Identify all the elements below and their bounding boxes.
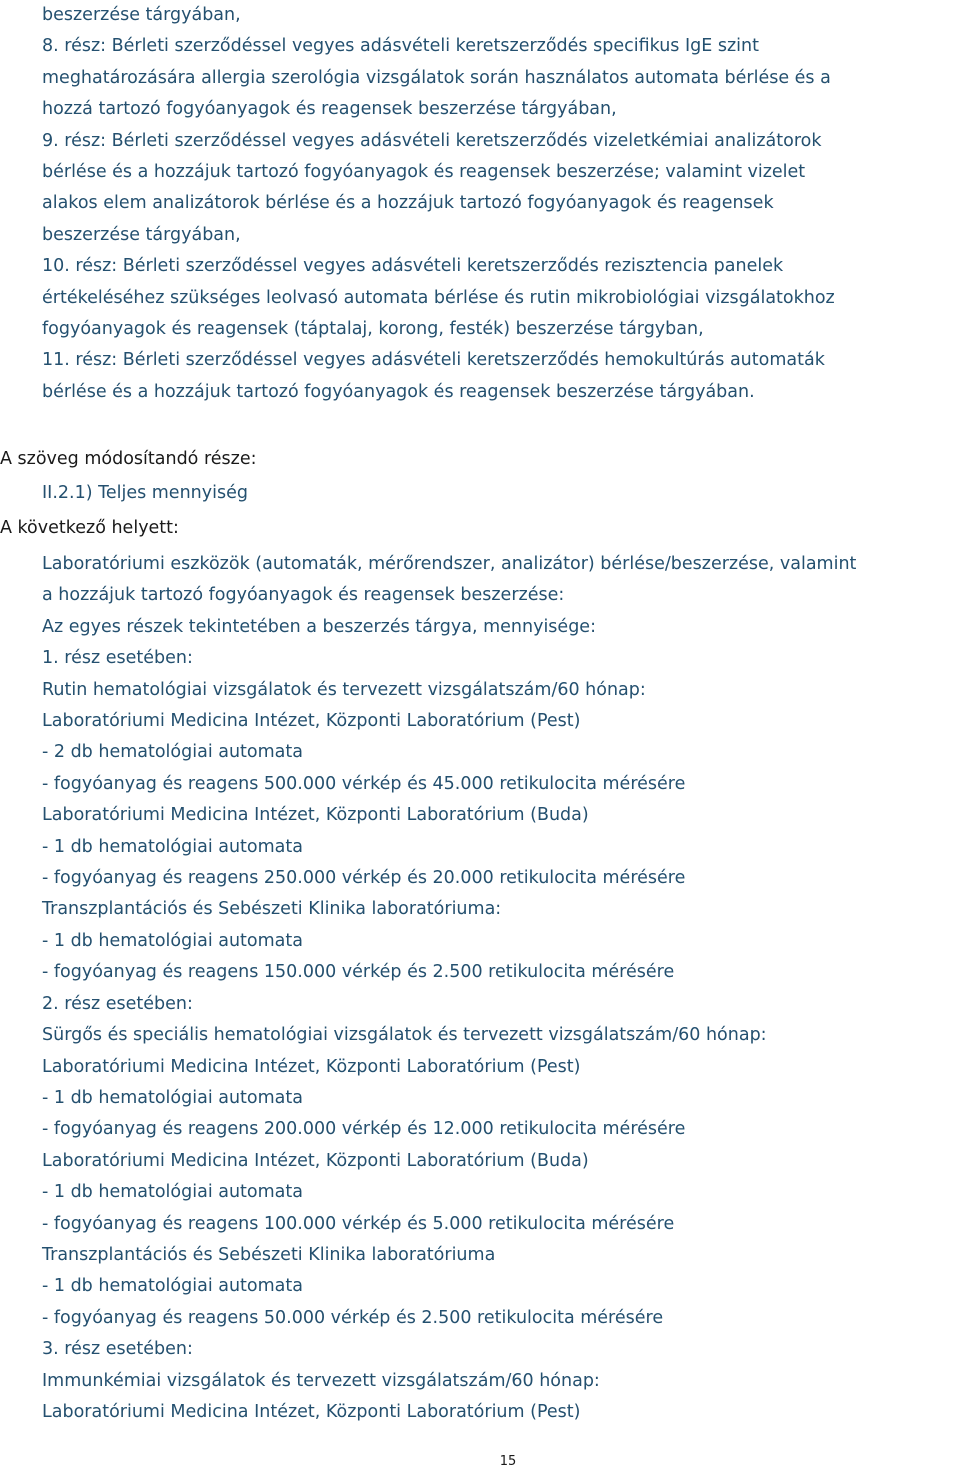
text-line: Laboratóriumi Medicina Intézet, Központi Laboratórium (Pest) (42, 1401, 581, 1422)
instead-label: A következő helyett: (0, 518, 179, 538)
text-line: - fogyóanyag és reagens 500.000 vérkép és 45.000 retikulocita mérésére (42, 773, 686, 794)
page-number: 15 (499, 1454, 517, 1469)
text-line: 11. rész: Bérleti szerződéssel vegyes adásvételi keretszerződés hemokultúrás automaták (42, 350, 825, 371)
text-line: Laboratóriumi Medicina Intézet, Központi Laboratórium (Buda) (42, 1150, 589, 1171)
text-line: Immunkémiai vizsgálatok és tervezett vizsgálatszám/60 hónap: (42, 1370, 600, 1391)
text-line: - fogyóanyag és reagens 250.000 vérkép és 20.000 retikulocita mérésére (42, 868, 686, 889)
text-line: beszerzése tárgyában, (42, 5, 241, 25)
text-line: bérlése és a hozzájuk tartozó fogyóanyagok és reagensek beszerzése; valamint vizelet (42, 162, 806, 183)
text-line: - 1 db hematológiai automata (42, 930, 303, 951)
text-line: Rutin hematológiai vizsgálatok és tervezett vizsgálatszám/60 hónap: (42, 679, 646, 700)
text-line: fogyóanyagok és reagensek (táptalaj, korong, festék) beszerzése tárgyban, (42, 319, 704, 340)
text-line: - fogyóanyag és reagens 50.000 vérkép és 2.500 retikulocita mérésére (42, 1307, 664, 1328)
text-line: - 1 db hematológiai automata (42, 836, 303, 857)
text-line: 9. rész: Bérleti szerződéssel vegyes adásvételi keretszerződés vizeletkémiai analizátorok (42, 130, 822, 151)
intro-paragraph (42, 0, 942, 408)
text-line: Laboratóriumi eszközök (automaták, mérőrendszer, analizátor) bérlése/beszerzése, valamint (42, 554, 857, 574)
text-line: - fogyóanyag és reagens 150.000 vérkép és 2.500 retikulocita mérésére (42, 962, 675, 983)
text-line: Laboratóriumi Medicina Intézet, Központi Laboratórium (Buda) (42, 805, 589, 826)
text-line: - 1 db hematológiai automata (42, 1276, 303, 1297)
section-heading: A szöveg módosítandó része: (0, 449, 257, 469)
text-line: értékeléséhez szükséges leolvasó automata bérlése és rutin mikrobiológiai vizsgálatokhoz (42, 287, 835, 308)
text-line: bérlése és a hozzájuk tartozó fogyóanyagok és reagensek beszerzése tárgyában. (42, 381, 755, 402)
section-subheading: II.2.1) Teljes mennyiség (42, 483, 248, 503)
text-line: 3. rész esetében: (42, 1339, 193, 1360)
text-line: meghatározására allergia szerológia vizsgálatok során használatos automata bérlése és a (42, 67, 831, 88)
text-line: Sürgős és speciális hematológiai vizsgálatok és tervezett vizsgálatszám/60 hónap: (42, 1025, 767, 1046)
text-line: Laboratóriumi Medicina Intézet, Központi Laboratórium (Pest) (42, 1056, 581, 1077)
text-line: a hozzájuk tartozó fogyóanyagok és reagensek beszerzése: (42, 585, 565, 606)
text-line: - 1 db hematológiai automata (42, 1182, 303, 1203)
text-line: - fogyóanyag és reagens 200.000 vérkép és 12.000 retikulocita mérésére (42, 1119, 686, 1140)
text-line: - 1 db hematológiai automata (42, 1087, 303, 1108)
text-line: - fogyóanyag és reagens 100.000 vérkép és 5.000 retikulocita mérésére (42, 1213, 675, 1234)
text-line: Az egyes részek tekintetében a beszerzés tárgya, mennyisége: (42, 616, 596, 637)
quantity-description (42, 549, 958, 1428)
text-line: 8. rész: Bérleti szerződéssel vegyes adásvételi keretszerződés specifikus IgE szint (42, 36, 759, 57)
text-line: alakos elem analizátorok bérlése és a hozzájuk tartozó fogyóanyagok és reagensek (42, 193, 774, 214)
text-line: - 2 db hematológiai automata (42, 742, 303, 763)
text-line: 1. rész esetében: (42, 648, 193, 669)
text-line: Laboratóriumi Medicina Intézet, Központi Laboratórium (Pest) (42, 711, 581, 732)
text-line: Transzplantációs és Sebészeti Klinika laboratóriuma: (42, 899, 502, 920)
text-line: 2. rész esetében: (42, 993, 193, 1014)
text-line: hozzá tartozó fogyóanyagok és reagensek beszerzése tárgyában, (42, 99, 617, 120)
text-line: beszerzése tárgyában, (42, 224, 241, 245)
text-line: 10. rész: Bérleti szerződéssel vegyes adásvételi keretszerződés rezisztencia panelek (42, 256, 784, 277)
text-line: Transzplantációs és Sebészeti Klinika laboratóriuma (42, 1244, 496, 1265)
